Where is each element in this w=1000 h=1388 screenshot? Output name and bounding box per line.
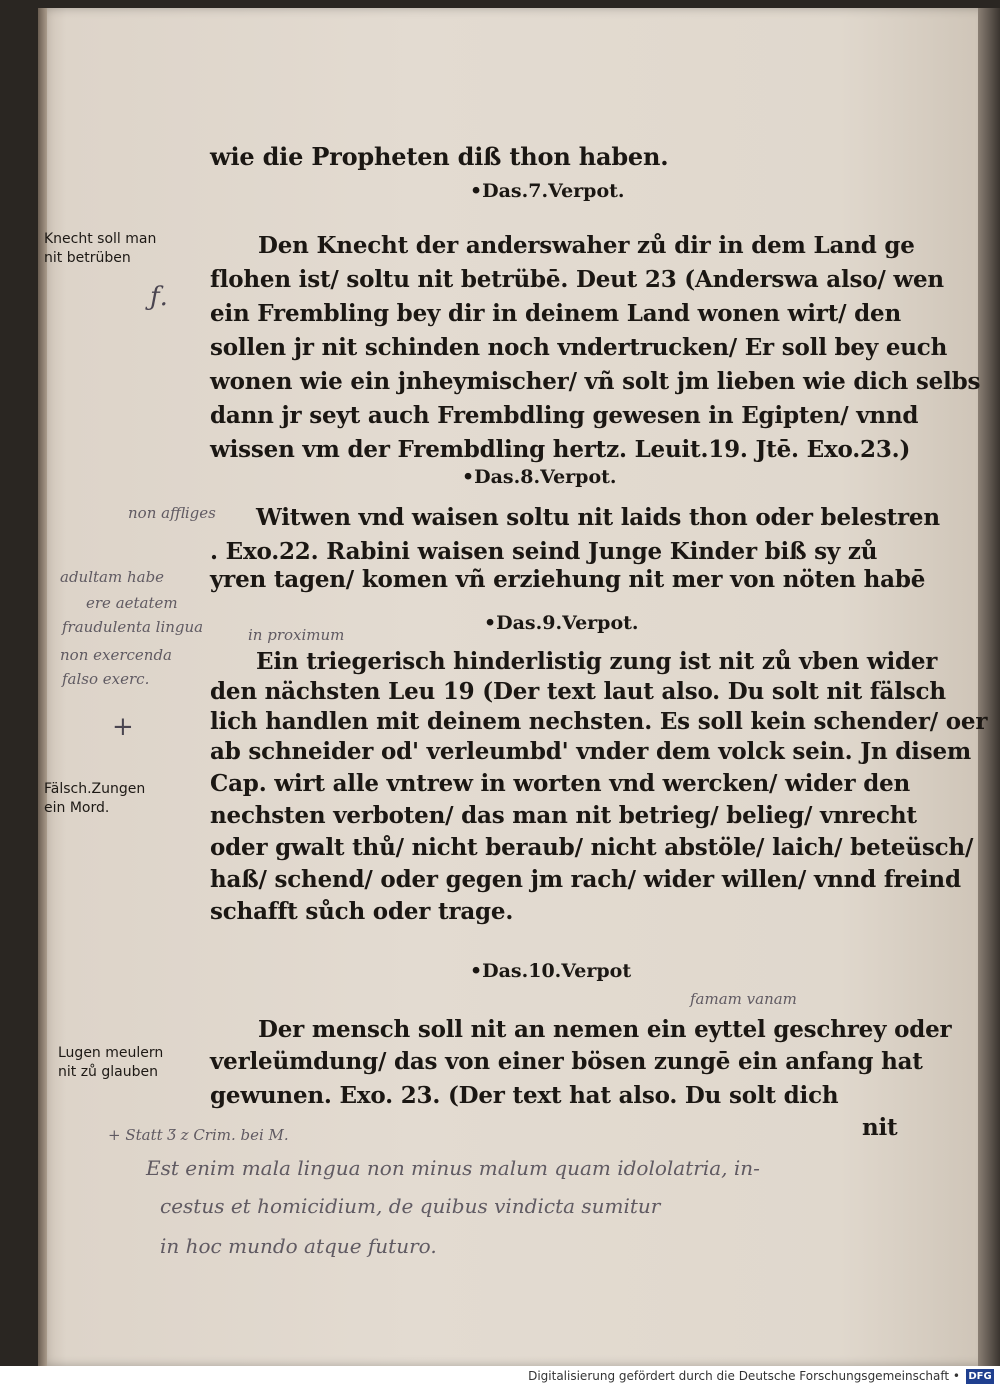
text-line: ein Frembling bey dir in deinem Land wonen wirt/ den — [210, 300, 901, 327]
margin-gloss-knecht — [44, 230, 156, 268]
text-line: verleümdung/ das von einer bösen zungē ein anfang hat — [210, 1048, 923, 1075]
handwritten-note: cestus et homicidium, de quibus vindicta sumitur — [160, 1194, 661, 1218]
text-line: ab schneider od' verleumbd' vnder dem volck sein. Jn disem — [210, 738, 972, 765]
handwritten-note: in proximum — [248, 626, 345, 644]
text-line: dann jr seyt auch Frembdling gewesen in Egipten/ vnnd — [210, 402, 919, 429]
heading-verpot-7: •Das.7.Verpot. — [470, 180, 625, 202]
gloss-line: Fälsch.Zungen — [44, 781, 146, 797]
text-line: Ein triegerisch hinderlistig zung ist nit zů vben wider — [256, 648, 938, 675]
text-line: haß/ schend/ oder gegen jm rach/ wider willen/ vnnd freind — [210, 866, 961, 893]
handwritten-mark: ƒ. — [150, 282, 168, 312]
gloss-line: Lugen meulern — [58, 1045, 164, 1061]
handwritten-note: ere aetatem — [86, 594, 178, 612]
text-line: Cap. wirt alle vntrew in worten vnd wercken/ wider den — [210, 770, 911, 797]
gloss-line: ein Mord. — [44, 800, 110, 816]
heading-verpot-8: •Das.8.Verpot. — [462, 466, 617, 488]
footer-credit: Digitalisierung gefördert durch die Deutsche Forschungsgemeinschaft • — [528, 1369, 960, 1383]
handwritten-note: + Statt Ʒ z Crim. bei M. — [108, 1126, 289, 1144]
text-line: wonen wie ein jnheymischer/ vñ solt jm lieben wie dich selbs — [210, 368, 981, 395]
handwritten-note: famam vanam — [690, 990, 797, 1008]
text-line: lich handlen mit deinem nechsten. Es soll kein schender/ oer — [210, 708, 988, 735]
handwritten-note: adultam habe — [60, 568, 165, 586]
footer-strip — [0, 1366, 1000, 1388]
dfg-logo: DFG — [966, 1369, 994, 1384]
handwritten-cross: + — [112, 712, 134, 742]
text-line: nechsten verboten/ das man nit betrieg/ belieg/ vnrecht — [210, 802, 917, 829]
handwritten-note: fraudulenta lingua — [62, 618, 204, 636]
handwritten-note: non affliges — [128, 504, 216, 522]
gloss-line: Knecht soll man — [44, 231, 157, 247]
heading-verpot-10: •Das.10.Verpot — [470, 960, 632, 982]
handwritten-note: in hoc mundo atque futuro. — [160, 1234, 437, 1258]
heading-verpot-9: •Das.9.Verpot. — [484, 612, 639, 634]
text-line: flohen ist/ soltu nit betrübē. Deut 23 (Anderswa also/ wen — [210, 266, 944, 293]
handwritten-note: non exercenda — [60, 646, 172, 664]
text-line: nit — [862, 1114, 898, 1141]
text-line: gewunen. Exo. 23. (Der text hat also. Du solt dich — [210, 1082, 839, 1109]
text-line: Witwen vnd waisen soltu nit laids thon oder belestren — [256, 504, 940, 531]
binding-edge — [38, 8, 47, 1366]
handwritten-note: Est enim mala lingua non minus malum quam idololatria, in- — [146, 1156, 760, 1180]
handwritten-note: falso exerc. — [62, 670, 150, 688]
text-line: Der mensch soll nit an nemen ein eyttel geschrey oder — [258, 1016, 952, 1043]
text-line: den nächsten Leu 19 (Der text laut also. Du solt nit fälsch — [210, 678, 946, 705]
text-line: Den Knecht der anderswaher zů dir in dem Land ge — [258, 232, 915, 259]
text-line: . Exo.22. Rabini waisen seind Junge Kinder biß sy zů — [210, 538, 878, 565]
text-line: sollen jr nit schinden noch vndertrucken/ Er soll bey euch — [210, 334, 948, 361]
top-line: wie die Propheten diß thon haben. — [210, 142, 669, 171]
right-page-edge — [978, 8, 1000, 1366]
gloss-line: nit zů glauben — [58, 1064, 158, 1080]
text-line: schafft sůch oder trage. — [210, 898, 514, 925]
text-line: wissen vm der Frembdling hertz. Leuit.19. Jtē. Exo.23.) — [210, 436, 911, 463]
margin-gloss-lugen — [58, 1044, 163, 1082]
margin-gloss-falsch — [44, 780, 145, 818]
gloss-line: nit betrüben — [44, 250, 131, 266]
text-line: oder gwalt thů/ nicht beraub/ nicht abstöle/ laich/ beteüsch/ — [210, 834, 974, 861]
text-line: yren tagen/ komen vñ erziehung nit mer von nöten habē — [210, 566, 926, 593]
